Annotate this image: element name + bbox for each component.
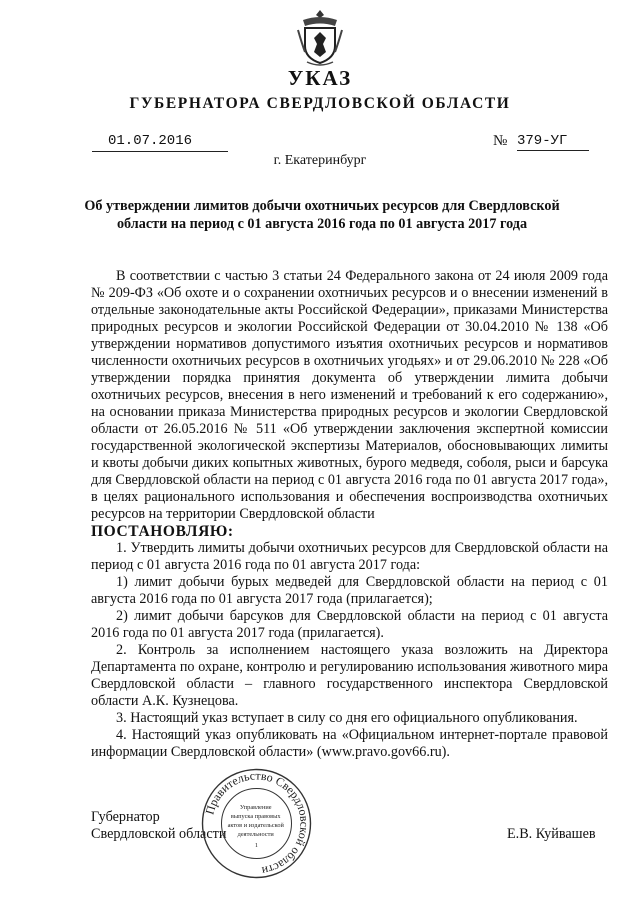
decree-title-line: области на период с 01 августа 2016 года по 01 августа 2017 года xyxy=(116,216,528,232)
stamp-inner-line: выпуска правовых xyxy=(230,813,281,820)
decree-body xyxy=(91,268,608,761)
preamble-paragraph: В соответствии с частью 3 статьи 24 Федерального закона от 24 июля 2009 года № 209-ФЗ «Об охоте и о сохранении охотничьих ресурсов и о внесении изменений в отдельные законодательные акты Российской Федерации», приказами Министерства природных ресурсов и экологии Российской Федерации от 30.04.2010 № 138 «Об утверждении нормативов допустимого изъятия охотничьих ресурсов и нормативов численности охотничьих ресурсов в охотничьих угодьях» и от 29.06.2010 № 228 «Об утверждении порядка принятия документа об утверждении лимита добычи охотничьих ресурсов, внесения в него изменений и требований к его содержанию», на основании приказа Министерства природных ресурсов и экологии Свердловской области от 26.05.2016 № 511 «Об утверждении заключения экспертной комиссии государственной экологической экспертизы Материалов, обосновывающих лимиты и квоты добычи диких копытных животных, бурого медведя, соболя, рыси и барсука для Свердловской области на период с 01 августа 2016 года по 01 августа 2017 года», в целях рационального использования и обеспечения воспроизводства охотничьих ресурсов на территории Свердловской области xyxy=(91,268,608,522)
signatory-name: Е.В. Куйвашев xyxy=(507,826,596,842)
stamp-inner-line: деятельности xyxy=(237,831,274,838)
document-type: УКАЗ xyxy=(287,66,353,90)
signatory-role-line: Губернатор xyxy=(91,809,160,825)
decree-title-line: Об утверждении лимитов добычи охотничьих ресурсов для Свердловской xyxy=(84,198,560,214)
decree-date-field xyxy=(92,133,228,152)
svg-text:Управление выпуска право xyxy=(228,804,286,849)
decree-title xyxy=(82,197,562,233)
issue-city: г. Екатеринбург xyxy=(273,153,367,168)
stamp-inner-line: актов и издательской xyxy=(227,822,284,829)
number-sign: № xyxy=(493,133,508,149)
decree-number: 379-УГ xyxy=(517,132,589,151)
document-issuer: ГУБЕРНАТОРА СВЕРДЛОВСКОЙ ОБЛАСТИ xyxy=(129,95,511,112)
stamp-inner-line: Управление xyxy=(239,804,272,811)
official-stamp xyxy=(200,767,313,880)
decree-item: 1) лимит добычи бурых медведей для Свердловской области на период с 01 августа 2016 года по 01 августа 2017 года (прилагается); xyxy=(91,574,608,607)
resolve-heading: ПОСТАНОВЛЯЮ: xyxy=(91,523,234,540)
stamp-ring-text: Правительство Свердловской области xyxy=(202,768,312,879)
decree-item: 1. Утвердить лимиты добычи охотничьих ресурсов для Свердловской области на период с 01 августа 2016 года по 01 августа 2017 года: xyxy=(91,540,608,573)
stamp-number: 1 xyxy=(254,842,259,849)
decree-number-field xyxy=(493,133,589,151)
coat-of-arms-sverdlovsk-icon xyxy=(295,8,345,66)
decree-item: 3. Настоящий указ вступает в силу со дня его официального опубликования. xyxy=(116,710,578,726)
signatory-role-line: Свердловской области xyxy=(91,826,227,842)
decree-item: 2) лимит добычи барсуков для Свердловской области на период с 01 августа 2016 года по 01 августа 2017 года (прилагается). xyxy=(91,608,608,641)
decree-item: 4. Настоящий указ опубликовать на «Официальном интернет-портале правовой информации Свердловской области» (www.pravo.gov66.ru). xyxy=(91,727,608,760)
decree-date: 01.07.2016 xyxy=(108,133,193,149)
decree-item: 2. Контроль за исполнением настоящего указа возложить на Директора Департамента по охране, контролю и регулированию использования животного мира Свердловской области – главного государственного инспектора Свердловской области А.К. Кузнецова. xyxy=(91,642,608,709)
